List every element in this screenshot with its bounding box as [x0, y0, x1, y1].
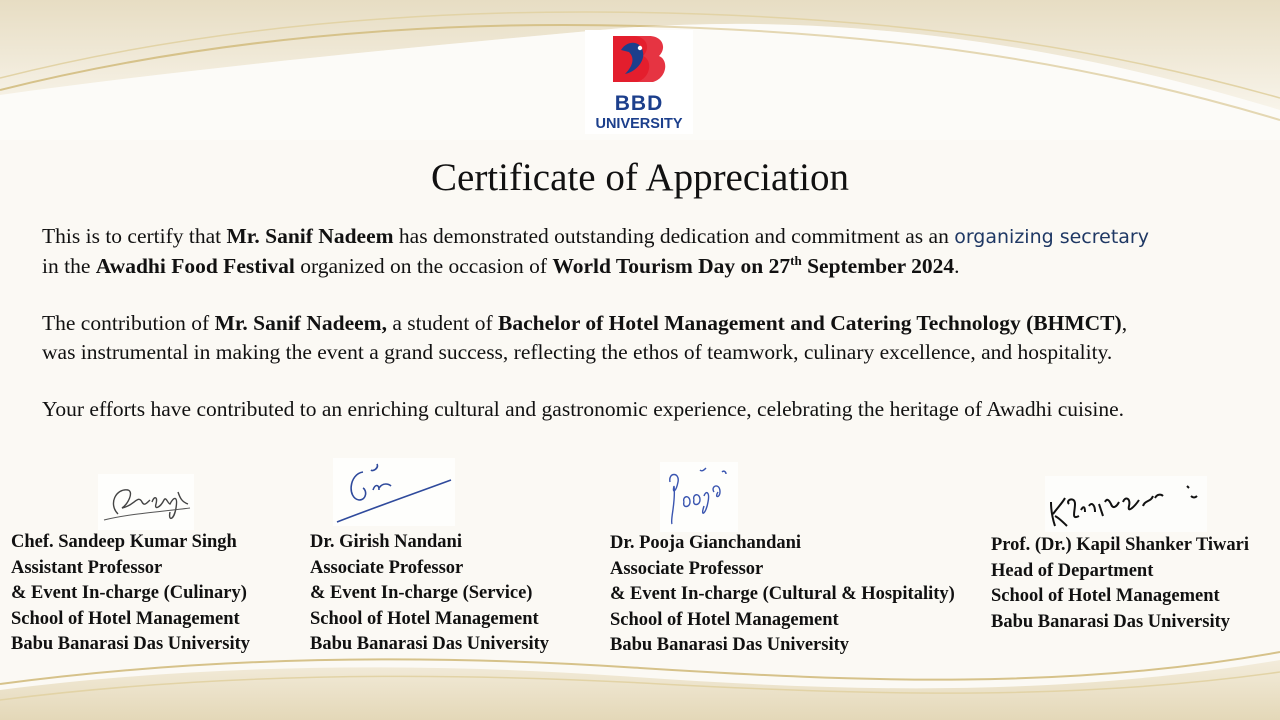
text: The contribution of [42, 311, 215, 335]
recipient-name: Mr. Sanif Nadeem [226, 224, 394, 248]
signatory-title: Head of Department [991, 560, 1154, 581]
signatory-title: Associate Professor [610, 558, 764, 579]
signatory-name: Dr. Pooja Gianchandani [610, 533, 802, 553]
paragraph-efforts: Your efforts have contributed to an enriching cultural and gastronomic experience, celebrating the heritage of Awadhi cuisine. [42, 397, 1125, 421]
signatory-name: Chef. Sandeep Kumar Singh [11, 532, 237, 552]
occasion [552, 254, 954, 278]
signature-1 [98, 474, 194, 530]
paragraph-contribution [42, 309, 1257, 367]
signatory-title: Assistant Professor [11, 557, 163, 578]
logo-text-bbd: BBD [614, 92, 664, 115]
signatory-school: School of Hotel Management [610, 609, 839, 630]
event-name: Awadhi Food Festival [95, 254, 295, 278]
signatory-school: School of Hotel Management [11, 608, 240, 629]
signatory-name: Dr. Girish Nandani [310, 532, 462, 552]
logo-text-university: UNIVERSITY [595, 116, 683, 132]
text: . [954, 254, 960, 278]
text: a student of [386, 311, 499, 335]
text: organized on the occasion of [294, 254, 553, 278]
signature-4 [1045, 476, 1207, 532]
text: has demonstrated outstanding dedication and commitment as an [393, 224, 955, 248]
occasion-text: World Tourism Day on 27 [552, 254, 791, 278]
text: , [1121, 311, 1128, 335]
bbd-logo-mark [607, 32, 671, 94]
signatory-role: & Event In-charge (Service) [310, 583, 533, 603]
occasion-date: September 2024 [801, 254, 955, 278]
signatory-role: & Event In-charge (Culinary) [11, 583, 247, 603]
signatory-4 [991, 533, 1249, 635]
paragraph-certification [42, 222, 1257, 281]
signatory-3 [610, 531, 955, 659]
signatory-name: Prof. (Dr.) Kapil Shanker Tiwari [991, 535, 1250, 555]
recipient-name: Mr. Sanif Nadeem, [214, 311, 387, 335]
signatory-school: School of Hotel Management [310, 608, 539, 629]
signature-3 [660, 462, 738, 532]
recipient-role: organizing secretary [954, 226, 1149, 248]
signatory-university: Babu Banarasi Das University [610, 635, 849, 655]
program-name: Bachelor of Hotel Management and Catering Technology (BHMCT) [498, 311, 1122, 335]
signatory-university: Babu Banarasi Das University [310, 634, 549, 654]
signatory-university: Babu Banarasi Das University [991, 611, 1230, 632]
signatory-title: Associate Professor [310, 557, 464, 578]
text: in the [42, 254, 96, 278]
text: This is to certify that [42, 224, 227, 248]
signatory-2 [310, 530, 549, 658]
signatory-university: Babu Banarasi Das University [11, 634, 250, 654]
signatory-school: School of Hotel Management [991, 586, 1220, 606]
ordinal-suffix: th [790, 252, 802, 268]
bbd-university-logo [585, 30, 693, 134]
signature-2 [333, 458, 455, 526]
signatory-1 [11, 530, 250, 658]
signatory-role: & Event In-charge (Cultural & Hospitality) [610, 584, 955, 604]
text: was instrumental in making the event a grand success, reflecting the ethos of teamwork, culinary excellence, and hospitality. [42, 340, 1113, 364]
certificate-title: Certificate of Appreciation [431, 156, 849, 199]
